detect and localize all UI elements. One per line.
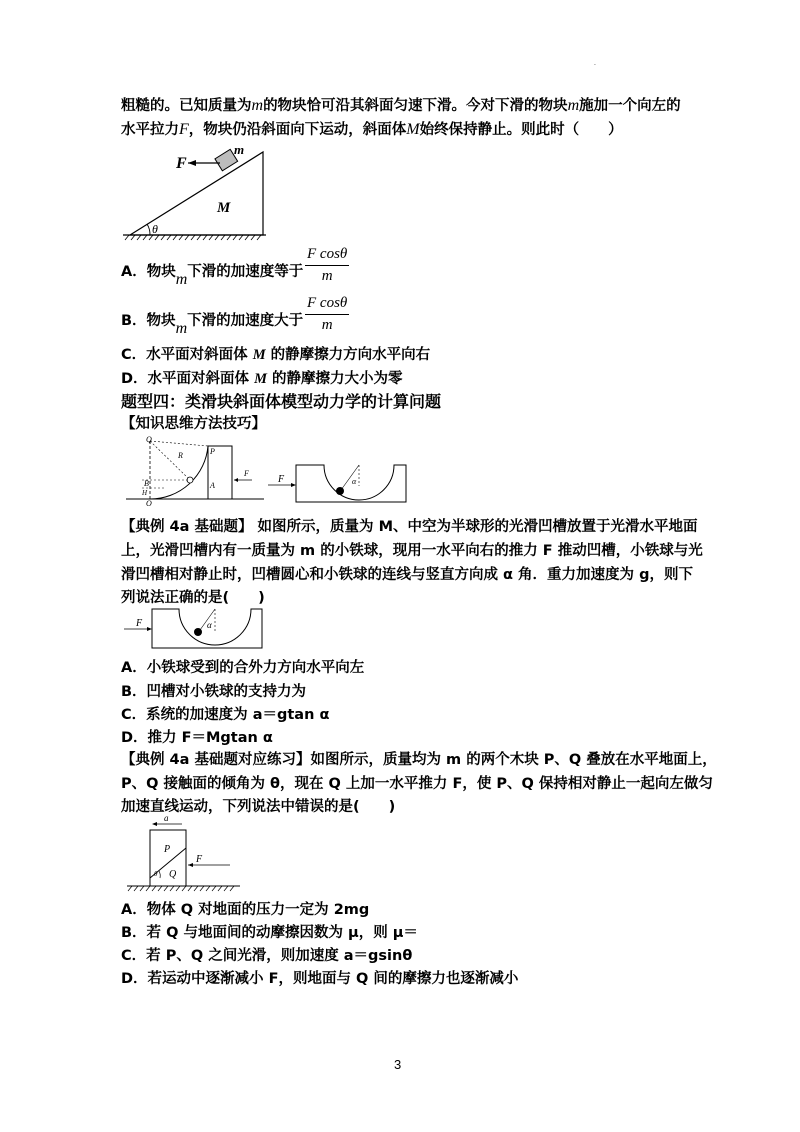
- q1-option-b: B．物块m下滑的加速度大于: [121, 313, 304, 337]
- svg-text:α: α: [352, 477, 357, 486]
- section-title: 题型四：类滑块斜面体模型动力学的计算问题: [121, 392, 442, 411]
- example1-option-b: B．凹槽对小铁球的支持力为: [121, 684, 307, 700]
- quarter-groove-figure: [124, 436, 264, 506]
- svg-text:P: P: [210, 447, 215, 456]
- page-number: 3: [394, 1057, 402, 1072]
- example2-option-a: A．物体 Q 对地面的压力一定为 2mg: [121, 902, 370, 918]
- example1-option-c: C．系统的加速度为 a＝gtan α: [121, 707, 330, 723]
- svg-text:Q: Q: [169, 869, 177, 880]
- svg-text:a: a: [164, 813, 169, 823]
- svg-text:α: α: [207, 620, 212, 630]
- svg-text:F: F: [244, 469, 249, 478]
- svg-text:F: F: [278, 474, 285, 485]
- example1-line-3: 滑凹槽相对静止时，凹槽圆心和小铁球的连线与竖直方向成 α 角．重力加速度为 g，则下: [121, 567, 693, 583]
- svg-text:Q: Q: [146, 436, 152, 444]
- example2-line-2: P、Q 接触面的倾角为 θ，现在 Q 上加一水平推力 F，使 P、Q 保持相对静止一起向左做匀: [121, 776, 713, 792]
- svg-text:O: O: [146, 499, 152, 506]
- svg-text:H: H: [142, 489, 148, 497]
- scan-dot: .: [594, 60, 596, 67]
- svg-text:M: M: [217, 200, 231, 216]
- stacked-blocks-figure: [122, 812, 242, 896]
- method-title: 【知识思维方法技巧】: [121, 416, 266, 432]
- example1-line-2: 上，光滑凹槽内有一质量为 m 的小铁球，现用一水平向右的推力 F 推动凹槽，小铁球与光: [121, 543, 703, 559]
- svg-text:B: B: [144, 479, 149, 488]
- example2-option-c: C．若 P、Q 之间光滑，则加速度 a＝gsinθ: [121, 948, 413, 964]
- example1-tag: 【典例 4a 基础题】: [121, 519, 253, 535]
- svg-text:F: F: [176, 155, 187, 172]
- example2-tag: 【典例 4a 基础题对应练习】: [121, 752, 311, 768]
- q1-b-fraction: F cosθ m: [307, 295, 348, 333]
- example2-line-3: 加速直线运动，下列说法中错误的是( ): [121, 799, 396, 815]
- q1-a-fraction: F cosθ m: [307, 246, 348, 284]
- example2-option-b: B．若 Q 与地面间的动摩擦因数为 μ，则 μ＝: [121, 925, 418, 941]
- example1-line-4: 列说法正确的是( ): [121, 590, 265, 606]
- intro-line-2: 水平拉力F，物块仍沿斜面向下运动，斜面体M始终保持静止。则此时（ ）: [121, 121, 623, 138]
- svg-text:θ: θ: [154, 870, 158, 878]
- semicircle-groove-figure: [122, 606, 268, 652]
- example1-line-1: 【典例 4a 基础题】 如图所示，质量为 M、中空为半球形的光滑凹槽放置于光滑水平地面: [121, 519, 698, 535]
- svg-text:P: P: [164, 844, 171, 855]
- svg-text:m: m: [234, 142, 245, 157]
- semicircle-groove-figure-small: [266, 462, 412, 506]
- svg-text:R: R: [178, 451, 183, 460]
- q1-option-d: D．水平面对斜面体 M 的静摩擦力大小为零: [121, 371, 403, 387]
- svg-text:F: F: [136, 618, 143, 629]
- incline-figure: [118, 142, 278, 242]
- intro-line-1: 粗糙的。已知质量为m的物块恰可沿其斜面匀速下滑。今对下滑的物块m施加一个向左的: [121, 97, 681, 114]
- example2-line-1: 【典例 4a 基础题对应练习】如图所示，质量均为 m 的两个木块 P、Q 叠放在水平地面上，: [121, 752, 717, 768]
- svg-text:A: A: [210, 481, 215, 490]
- q1-option-a: A．物块m下滑的加速度等于: [121, 264, 304, 288]
- q1-option-c: C．水平面对斜面体 M 的静摩擦力方向水平向右: [121, 347, 431, 363]
- svg-text:F: F: [196, 854, 203, 865]
- svg-text:θ: θ: [152, 222, 158, 236]
- example2-option-d: D．若运动中逐渐减小 F，则地面与 Q 间的摩擦力也逐渐减小: [121, 971, 519, 987]
- example1-option-d: D．推力 F＝Mgtan α: [121, 730, 273, 746]
- example1-option-a: A．小铁球受到的合外力方向水平向左: [121, 660, 365, 676]
